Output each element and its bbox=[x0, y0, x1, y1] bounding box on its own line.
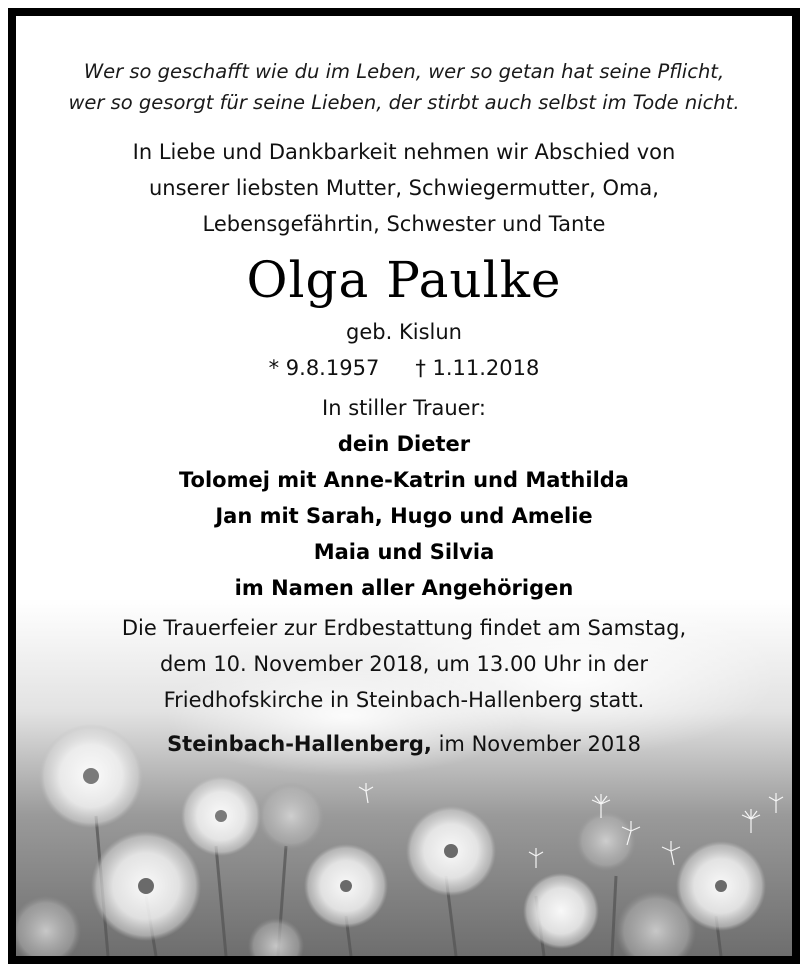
closing-date: im November 2018 bbox=[431, 732, 641, 756]
place-and-date bbox=[16, 726, 792, 762]
funeral-line: Friedhofskirche in Steinbach-Hallenberg statt. bbox=[163, 688, 645, 712]
maiden-name: geb. Kislun bbox=[346, 320, 462, 344]
death-date: † 1.11.2018 bbox=[415, 356, 540, 380]
mourner-line: dein Dieter bbox=[337, 432, 471, 456]
intro bbox=[16, 134, 792, 242]
intro-line: unserer liebsten Mutter, Schwiegermutter, Oma, bbox=[149, 176, 659, 200]
mourner-line: Jan mit Sarah, Hugo und Amelie bbox=[215, 504, 593, 528]
closing-place: Steinbach-Hallenberg, bbox=[167, 732, 432, 756]
mourner-line: Tolomej mit Anne-Katrin und Mathilda bbox=[179, 468, 629, 492]
deceased-details bbox=[16, 314, 792, 386]
funeral-line: dem 10. November 2018, um 13.00 Uhr in der bbox=[159, 652, 649, 676]
mourner-line: Maia und Silvia bbox=[313, 540, 495, 564]
funeral-notice bbox=[16, 610, 792, 718]
deceased-name: Olga Paulke bbox=[246, 251, 562, 309]
mourner-line: im Namen aller Angehörigen bbox=[234, 576, 574, 600]
intro-line: Lebensgefährtin, Schwester und Tante bbox=[202, 212, 606, 236]
mourners-heading: In stiller Trauer: bbox=[322, 396, 486, 420]
mourners bbox=[16, 390, 792, 606]
motto-line: wer so gesorgt für seine Lieben, der stirbt auch selbst im Tode nicht. bbox=[68, 91, 740, 114]
life-dates bbox=[16, 350, 792, 386]
motto-line: Wer so geschafft wie du im Leben, wer so getan hat seine Pflicht, bbox=[83, 60, 725, 83]
obituary-frame bbox=[8, 8, 800, 964]
funeral-line: Die Trauerfeier zur Erdbestattung findet am Samstag, bbox=[121, 616, 687, 640]
birth-date: * 9.8.1957 bbox=[268, 356, 380, 380]
motto bbox=[16, 56, 792, 118]
obituary-content bbox=[16, 16, 792, 762]
intro-line: In Liebe und Dankbarkeit nehmen wir Abschied von bbox=[132, 140, 676, 164]
